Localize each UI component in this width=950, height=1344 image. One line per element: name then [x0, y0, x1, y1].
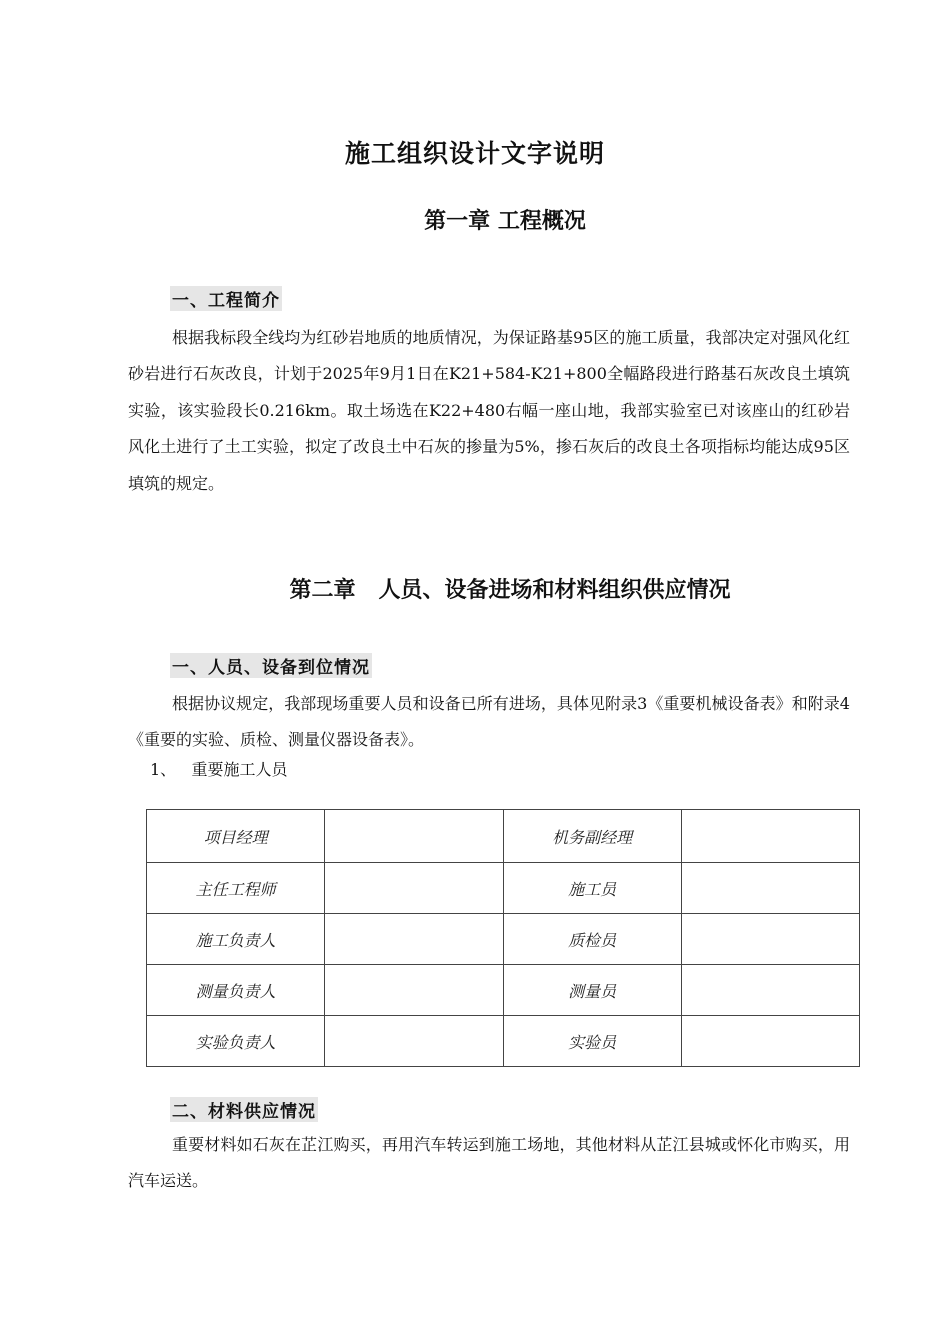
section-heading-project-intro: 一、工程简介 — [170, 286, 282, 311]
table-cell: 测量员 — [503, 965, 681, 1016]
table-cell — [325, 1016, 503, 1067]
table-row — [147, 965, 860, 1016]
chapter-2-title: 第二章 人员、设备进场和材料组织供应情况 — [289, 578, 731, 603]
table-cell: 施工负责人 — [147, 914, 325, 965]
table-cell: 实验负责人 — [147, 1016, 325, 1067]
table-cell: 实验员 — [503, 1016, 681, 1067]
table-row — [147, 810, 860, 863]
table-cell — [681, 965, 859, 1016]
table-cell — [325, 810, 503, 863]
paragraph-project-intro: 根据我标段全线均为红砂岩地质的地质情况，为保证路基95区的施工质量，我部决定对强风化红砂岩进行石灰改良，计划于2025年9月1日在K21+584-K21+800全幅路段进行路基石灰改良土填筑实验，该实验段长0.216km。取土场选在K22+480右幅一座山地，我部实验室已对该座山的红砂岩风化土进行了土工实验，拟定了改良土中石灰的掺量为5%，掺石灰后的改良土各项指标均能达成95区填筑的规定。 — [128, 328, 850, 493]
table-cell — [325, 914, 503, 965]
document-title: 施工组织设计文字说明 — [344, 139, 605, 168]
table-cell — [681, 914, 859, 965]
staff-table — [146, 809, 860, 1067]
table-cell: 质检员 — [503, 914, 681, 965]
paragraph-material-supply: 重要材料如石灰在芷江购买，再用汽车转运到施工场地，其他材料从芷江县城或怀化市购买，用汽车运送。 — [128, 1135, 850, 1191]
table-cell: 测量负责人 — [147, 965, 325, 1016]
section-heading-material-supply: 二、材料供应情况 — [170, 1097, 318, 1122]
chapter-1-title: 第一章 工程概况 — [424, 209, 586, 234]
table-cell — [681, 863, 859, 914]
table-cell — [681, 810, 859, 863]
section-heading-personnel-equipment: 一、人员、设备到位情况 — [170, 653, 372, 678]
table-cell: 项目经理 — [147, 810, 325, 863]
table-cell: 主任工程师 — [147, 863, 325, 914]
table-cell — [325, 863, 503, 914]
table-cell: 施工员 — [503, 863, 681, 914]
table-row — [147, 863, 860, 914]
table-row — [147, 914, 860, 965]
table-cell — [681, 1016, 859, 1067]
table-cell: 机务副经理 — [503, 810, 681, 863]
table-row — [147, 1016, 860, 1067]
table-cell — [325, 965, 503, 1016]
list-item-key-personnel: 1、 重要施工人员 — [150, 760, 288, 779]
paragraph-personnel-equipment: 根据协议规定，我部现场重要人员和设备已所有进场，具体见附录3《重要机械设备表》和附录4《重要的实验、质检、测量仪器设备表》。 — [128, 694, 850, 750]
